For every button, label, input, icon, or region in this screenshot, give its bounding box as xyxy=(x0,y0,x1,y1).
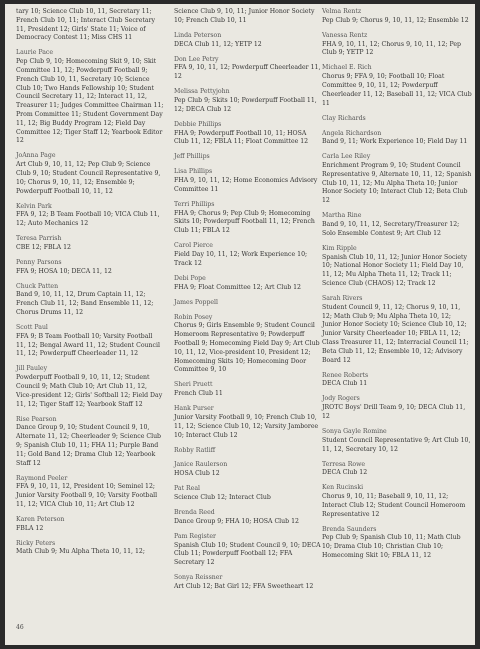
activities-text: HOSA Club 12 xyxy=(174,470,220,478)
activities-text: Enrichment Program 9, 10; Student Council Representative 9, Alternate 10, 11, 12; Spanish Club 10, 11, 12; Mu Alpha Theta 10; Junior Honor Society 10; Interact Club 12; Beta Club 12 xyxy=(322,162,472,205)
column-3 xyxy=(322,8,472,567)
student-name: Terresa Rowe xyxy=(322,460,366,468)
activities-text: Powderpuff Football 9, 10, 11, 12; Student Council 9; Math Club 10; Art Club 11, 12, Vice-president 12; Girls' Softball 12; Field Day 11, 12; Tiger Staff 12; Yearbook Staff 12 xyxy=(16,374,163,408)
student-name: Ken Rucinski xyxy=(322,484,364,492)
student-name: Jody Rogers xyxy=(322,395,360,403)
activities-text: FFA 9, 12; B Team Football 10; VICA Club 11, 12; Auto Mechanics 12 xyxy=(16,211,160,228)
student-name: Penny Parsons xyxy=(16,258,62,266)
student-name: Scott Paul xyxy=(16,324,48,332)
student-name: Terri Phillips xyxy=(174,200,215,208)
student-name: Debi Pope xyxy=(174,274,206,282)
student-name: Renee Roberts xyxy=(322,371,369,379)
student-name: Pam Register xyxy=(174,532,216,540)
column-1 xyxy=(16,8,164,563)
student-entry xyxy=(174,447,322,456)
student-entry xyxy=(322,461,472,479)
yearbook-page xyxy=(5,4,475,645)
activities-text: FFA 9, 10, 11, 12, President 10; Seminel 12; Junior Varsity Football 9, 10; Varsity Football 11, 12; VICA Club 10, 11; Art Club 12 xyxy=(16,483,158,508)
student-entry xyxy=(322,526,472,561)
student-entry xyxy=(174,485,322,503)
activities-text: FHA 9, 10, 11, 12; Chorus 9, 10, 11, 12; Pep Club 9; YETP 12 xyxy=(322,40,461,57)
activities-text: Spanish Club 10, 11, 12; Junior Honor Society 10; National Honor Society 11; Field Day 10, 11, 12; Mu Alpha Theta 11, 12; Track 11; Science Club (CHAOS) 12; Track 12 xyxy=(322,253,468,288)
student-entry xyxy=(16,152,164,196)
student-entry xyxy=(16,283,164,318)
student-name: Brenda Reed xyxy=(174,509,215,517)
student-name: Debbie Phillips xyxy=(174,120,222,128)
activities-text: French Club 11 xyxy=(174,390,223,398)
student-entry xyxy=(322,32,472,58)
activities-text: Art Club 9, 10, 11, 12; Pep Club 9; Science Club 9, 10; Student Council Representative 9, 10; Chorus 9, 10, 11, 12; Ensemble 9; Powderpuff Football 10, 11, 12 xyxy=(16,161,161,195)
student-name: Linda Peterson xyxy=(174,31,222,39)
activities-text: Student Council 9, 11, 12; Chorus 9, 10, 11, 12; Math Club 9; Mu Alpha Theta 10, 12; Junior Honor Society 10; Science Club 10, 12; Junior Varsity Cheerleader 10; FBLA 11, 12; Class Treasurer 11, 12; Interracial Council 11; Beta Club 11, 12; Ensemble 10, 12; Advisory Board 12 xyxy=(322,303,469,364)
student-name: Sheri Pruett xyxy=(174,381,213,389)
activities-text: Dance Group 9; FHA 10; HOSA Club 12 xyxy=(174,517,299,525)
activities-text: Band 9, 11; Work Experience 10; Field Day 11 xyxy=(322,138,468,146)
activities-text: FFA 9, 10, 11, 12; Powderpuff Cheerleader 11, 12 xyxy=(174,64,321,81)
student-name: James Poppell xyxy=(174,298,219,306)
student-entry xyxy=(322,212,472,238)
student-name: Sarah Rivers xyxy=(322,295,363,303)
student-name: Carol Pierce xyxy=(174,242,213,250)
student-entry xyxy=(322,8,472,26)
activities-text: Dance Group 9, 10; Student Council 9, 10, Alternate 11, 12; Cheerleader 9; Science Club 9; Spanish Club 10, 11; FHA 11; Purple Band 11; Gold Band 12; Drama Club 12; Yearbook Staff 12 xyxy=(16,424,162,467)
student-entry xyxy=(322,130,472,148)
student-name: Chuck Patten xyxy=(16,282,59,290)
activities-text: Science Club 9, 10, 11; Junior Honor Society 10; French Club 10, 11 xyxy=(174,8,315,24)
activities-text: Field Day 10, 11, 12; Work Experience 10; Track 12 xyxy=(174,251,308,267)
activities-text: CBE 12; FBLA 12 xyxy=(16,243,71,251)
student-entry xyxy=(174,405,322,440)
activities-text: FFA 9; B Team Football 10; Varsity Football 11, 12; Bengal Award 11, 12; Student Council 11, 12; Powderpuff Cheerleader 11, 12 xyxy=(16,332,160,358)
activities-text: Chorus 9; Girls Ensemble 9; Student Council Homeroom Representative 9; Powderpuff Football 9; Homecoming Field Day 9; Art Club 10, 11, 12, Vice-president 10, President 12; Homecoming Skits 10; Homecoming Door Committee 9, 10 xyxy=(174,322,320,374)
student-entry xyxy=(322,115,472,124)
student-entry xyxy=(16,259,164,277)
student-name: Karen Peterson xyxy=(16,515,65,523)
activities-text: Pep Club 9, 10; Homecoming Skit 9, 10; Skit Committee 11, 12; Powderpuff Football 9; French Club 10, 11, Secretary 10; Science Club 10; Two Hands Fellowship 10; Student Council Secretary 11, 12; Interact 11, 12, Treasurer 11; Judges Committee Chairman 11; Prom Committee 11; Student Government Day 11, 12; Big Buddy Program 12; Field Day Committee 12; Tiger Staff 12; Yearbook Editor 12 xyxy=(16,58,164,145)
student-name: Teresa Parrish xyxy=(16,235,62,243)
student-entry xyxy=(174,381,322,399)
activities-text: Pep Club 9; Chorus 9, 10, 11, 12; Ensemble 12 xyxy=(322,16,469,24)
student-entry xyxy=(174,299,322,308)
student-entry xyxy=(322,428,472,454)
activities-text: FBLA 12 xyxy=(16,524,44,532)
student-entry xyxy=(322,372,472,390)
student-entry xyxy=(322,484,472,519)
student-name: Michael E. Rich xyxy=(322,64,372,72)
student-name: Sonya Reissner xyxy=(174,574,223,582)
student-entry xyxy=(174,201,322,236)
activities-text: Art Club 12; Bat Girl 12; FFA Sweetheart 12 xyxy=(174,583,314,590)
student-entry xyxy=(322,153,472,206)
student-name: Lisa Phillips xyxy=(174,168,213,176)
student-entry xyxy=(174,533,322,568)
student-entry xyxy=(16,516,164,534)
student-name: JoAnna Page xyxy=(16,152,56,160)
activities-text: Band 9, 10, 11, 12, Drum Captain 11, 12; French Club 11, 12; Band Ensemble 11, 12; Chorus Drums 11, 12 xyxy=(16,291,154,317)
activities-text: Pep Club 9; Spanish Club 10, 11; Math Club 10; Drama Club 10; Christian Club 10; Homecoming Skit 10; FBLA 11, 12 xyxy=(322,534,461,560)
activities-text: Spanish Club 10; Student Council 9, 10; DECA Club 11; Powderpuff Football 12; FFA Secretary 12 xyxy=(174,541,321,567)
activities-text: FHA 9; Chorus 9; Pep Club 9; Homecoming Skits 10; Powderpuff Football 11, 12; French Club 11; FBLA 12 xyxy=(174,209,315,235)
student-entry xyxy=(16,365,164,409)
student-entry xyxy=(174,275,322,293)
page-number: 46 xyxy=(16,624,24,631)
student-name: Rise Pearson xyxy=(16,415,57,423)
student-name: Pat Real xyxy=(174,485,201,493)
student-entry xyxy=(16,475,164,510)
activities-text: DECA Club 11 xyxy=(322,380,368,388)
activities-text: Science Club 12; Interact Club xyxy=(174,494,271,502)
activities-text: FFA 9; HOSA 10; DECA 11, 12 xyxy=(16,267,112,275)
student-name: Laurie Pace xyxy=(16,49,54,57)
student-entry xyxy=(16,203,164,229)
student-entry xyxy=(16,416,164,469)
student-name: Kim Ripple xyxy=(322,244,357,252)
student-entry xyxy=(174,32,322,50)
student-entry xyxy=(322,245,472,289)
activities-text: DECA Club 12 xyxy=(322,469,368,477)
activities-text: FHA 9; Float Committee 12; Art Club 12 xyxy=(174,283,301,291)
student-name: Carla Lee Riley xyxy=(322,153,371,161)
student-entry xyxy=(16,49,164,146)
student-name: Hank Purser xyxy=(174,405,214,413)
student-name: Janice Raulerson xyxy=(174,461,228,469)
student-entry xyxy=(16,235,164,253)
student-entry xyxy=(174,88,322,114)
student-entry xyxy=(174,461,322,479)
student-entry xyxy=(16,8,164,43)
student-entry xyxy=(16,324,164,359)
student-name: Robin Posey xyxy=(174,313,213,321)
student-name: Jill Pauley xyxy=(16,365,48,373)
student-name: Don Lee Petry xyxy=(174,55,219,63)
student-entry xyxy=(322,64,472,108)
student-name: Angela Richardson xyxy=(322,129,382,137)
student-name: Ricky Peters xyxy=(16,539,56,547)
student-entry xyxy=(174,509,322,527)
student-entry xyxy=(16,540,164,558)
student-name: Raymond Peeler xyxy=(16,474,68,482)
activities-text: Junior Varsity Football 9, 10; French Club 10, 11, 12; Science Club 10, 12; Varsity Jamboree 10; Interact Club 12 xyxy=(174,413,319,439)
student-entry xyxy=(322,295,472,365)
student-name: Jeff Phillips xyxy=(174,153,210,161)
activities-text: FHA 9; Powderpuff Football 10, 11; HOSA Club 11, 12; FBLA 11; Float Committee 12 xyxy=(174,129,309,146)
student-entry xyxy=(174,242,322,268)
student-entry xyxy=(174,56,322,82)
student-entry xyxy=(174,168,322,194)
student-name: Vanessa Rentz xyxy=(322,31,368,39)
student-name: Melissa Pettyjohn xyxy=(174,88,230,96)
student-name: Martha Rine xyxy=(322,212,362,220)
column-2 xyxy=(174,8,322,598)
student-entry xyxy=(174,574,322,592)
student-entry xyxy=(322,395,472,421)
activities-text: JROTC Boys' Drill Team 9, 10; DECA Club 11, 12 xyxy=(322,404,466,420)
student-entry xyxy=(174,8,322,26)
activities-text: Chorus 9; FFA 9, 10; Football 10; Float Committee 9, 10, 11, 12; Powderpuff Cheerleader 11, 12; Baseball 11, 12; VICA Club 11 xyxy=(322,73,472,107)
activities-text: Math Club 9; Mu Alpha Theta 10, 11, 12; xyxy=(16,548,145,556)
activities-text: Band 9, 10, 11, 12, Secretary/Treasurer 12; Solo Ensemble Contest 9; Art Club 12 xyxy=(322,221,460,237)
student-entry xyxy=(174,314,322,376)
activities-text: Student Council Representative 9; Art Club 10, 11, 12, Secretary 10, 12 xyxy=(322,436,471,453)
student-name: Robby Ratliff xyxy=(174,446,216,454)
activities-text: DECA Club 11, 12; YETP 12 xyxy=(174,40,262,48)
student-name: Kelvin Park xyxy=(16,202,52,210)
activities-text: Chorus 9, 10, 11; Baseball 9, 10, 11, 12; Interact Club 12; Student Council Homeroom Representative 12 xyxy=(322,493,466,518)
activities-text: tary 10; Science Club 10, 11, Secretary 11; French Club 10, 11; Interact Club Secretary 11, President 12; Girls' State 11; Voice of Democracy Contest 11; Miss CHS 11 xyxy=(16,8,156,42)
student-name: Brenda Saunders xyxy=(322,525,377,533)
student-entry xyxy=(174,153,322,162)
activities-text: Pep Club 9; Skits 10; Powderpuff Football 11, 12; DECA Club 12 xyxy=(174,96,317,113)
student-name: Sonya Gayle Romine xyxy=(322,427,387,435)
student-name: Velma Rentz xyxy=(322,8,362,15)
student-entry xyxy=(174,121,322,147)
student-name: Clay Richards xyxy=(322,114,366,122)
activities-text: FHA 9, 10, 11, 12; Home Economics Advisory Committee 11 xyxy=(174,177,318,193)
